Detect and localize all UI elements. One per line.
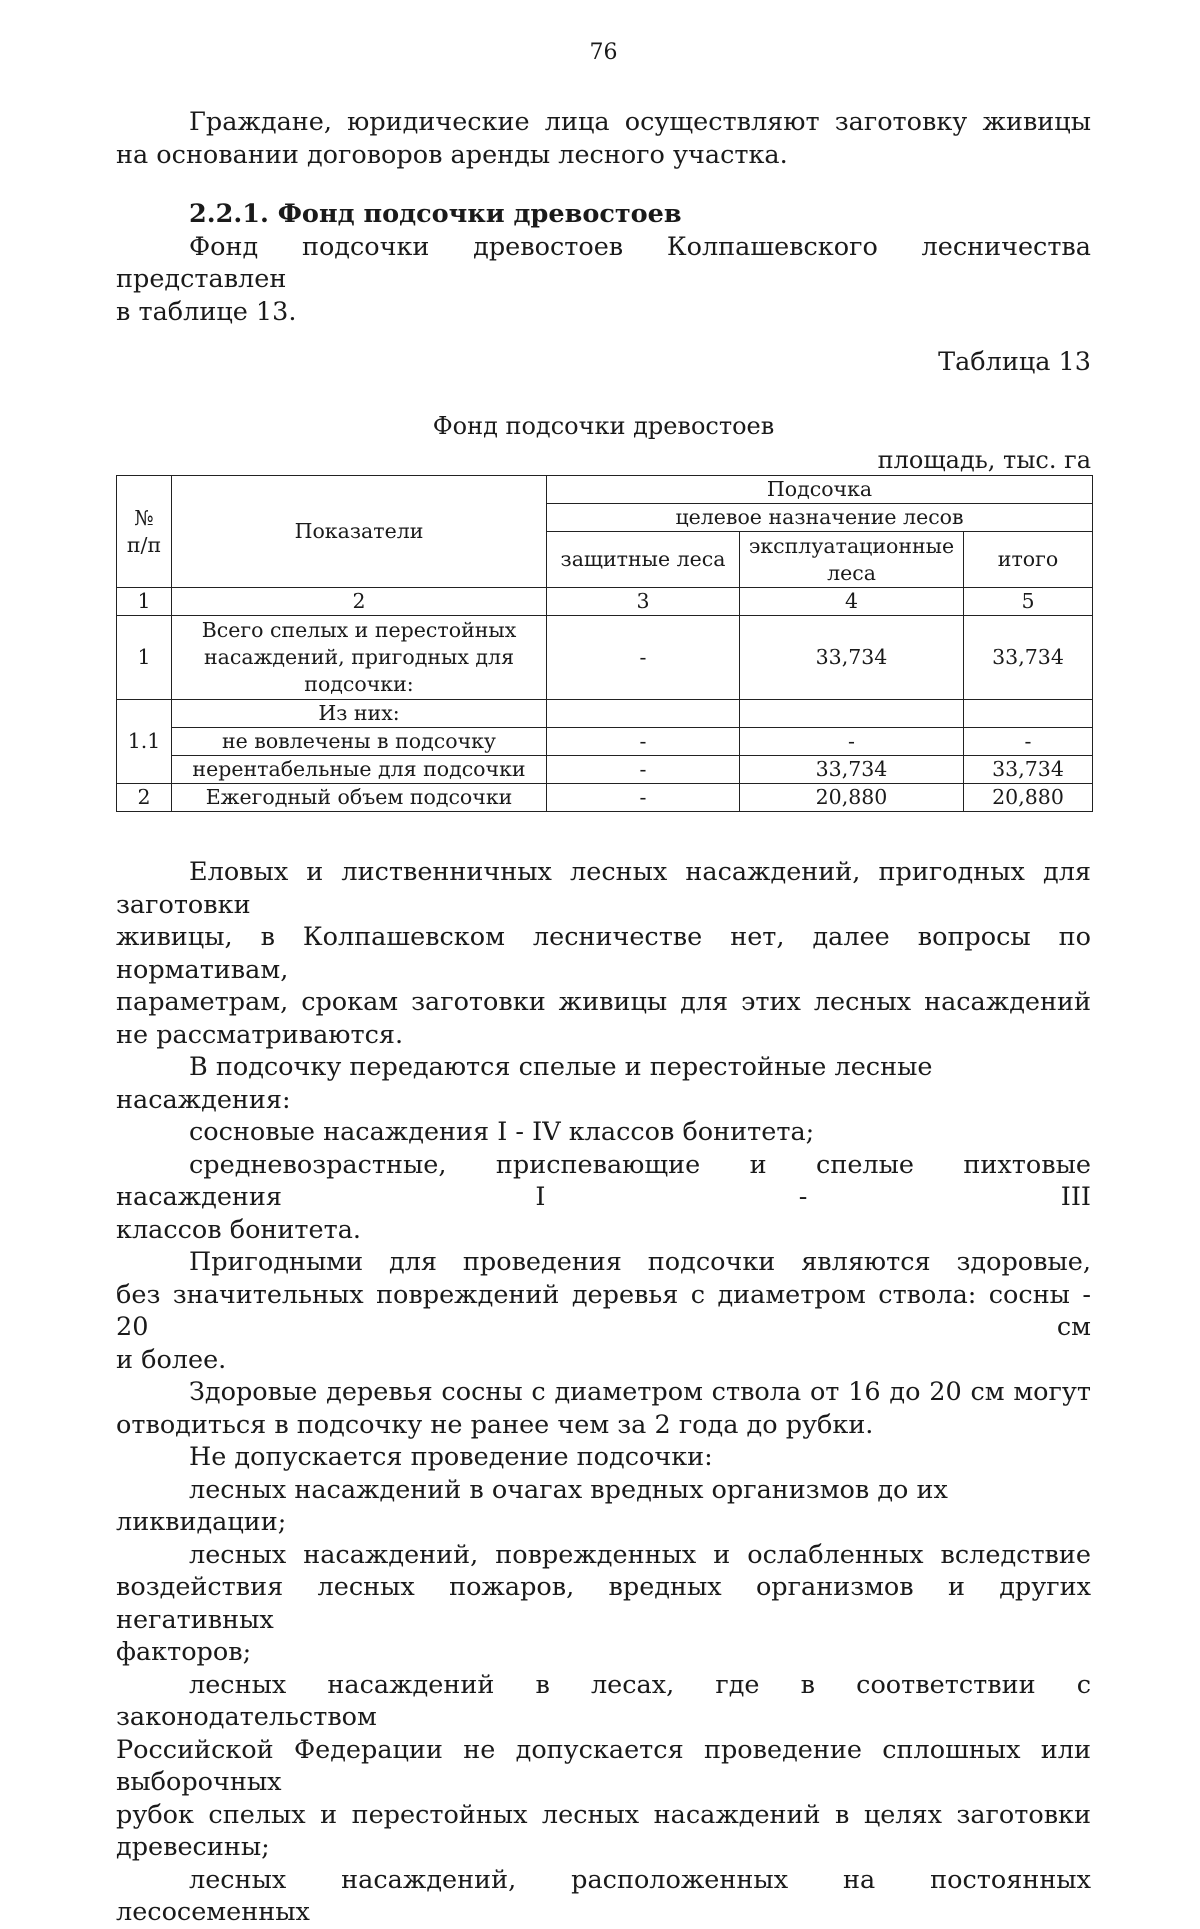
row-num: 2: [117, 784, 172, 812]
row-label: нерентабельные для подсочки: [172, 756, 547, 784]
paragraph: сосновые насаждения I - IV классов бонитета;: [189, 1117, 815, 1147]
paragraph: [116, 1376, 1091, 1441]
section: [116, 198, 1091, 328]
text-line: Российской Федерации не допускается проведение сплошных или выборочных: [116, 1734, 1091, 1797]
row-total: [964, 700, 1093, 728]
page-number: 76: [589, 40, 618, 65]
text-line: Фонд подсочки древостоев Колпашевского лесничества представлен: [116, 231, 1091, 294]
intro-paragraph: [116, 106, 1091, 171]
paragraph: [116, 1246, 1091, 1376]
text-line: Здоровые деревья сосны с диаметром ствола от 16 до 20 см могут: [189, 1377, 1091, 1407]
header-total: итого: [964, 532, 1093, 588]
table-row: [117, 784, 1093, 812]
header-tapping: Подсочка: [547, 476, 1093, 504]
text-line: лесных насаждений в лесах, где в соответствии с законодательством: [116, 1669, 1091, 1732]
row-exploitation: [740, 700, 964, 728]
header-exploitation: эксплуатационные леса: [740, 532, 964, 588]
row-total: -: [964, 728, 1093, 756]
text-line: и более.: [116, 1344, 227, 1375]
text-line: классов бонитета.: [116, 1214, 362, 1245]
paragraph: Не допускается проведение подсочки:: [189, 1442, 713, 1472]
table-unit: площадь, тыс. га: [877, 446, 1091, 474]
paragraph: лесных насаждений, расположенных на постоянных лесосеменных: [116, 1864, 1091, 1927]
row-total: 20,880: [964, 784, 1093, 812]
text-line: отводиться в подсочку не ранее чем за 2 года до рубки.: [116, 1409, 874, 1440]
text-line: параметрам, срокам заготовки живицы для этих лесных насаждений: [116, 987, 1091, 1017]
table-row: [117, 700, 1093, 728]
body-text: [116, 856, 1091, 1929]
table-header-row: [117, 476, 1093, 504]
row-exploitation: 20,880: [740, 784, 964, 812]
table-row: [117, 616, 1093, 700]
table-row: [117, 728, 1093, 756]
paragraph: [116, 856, 1091, 1051]
text-line: средневозрастные, приспевающие и спелые пихтовые насаждения I - III: [116, 1149, 1091, 1212]
text-line: рубок спелых и перестойных лесных насаждений в целях заготовки древесины;: [116, 1799, 1091, 1862]
table-title: Фонд подсочки древостоев: [432, 412, 775, 440]
section-heading: 2.2.1. Фонд подсочки древостоев: [189, 199, 682, 229]
column-number: 4: [740, 588, 964, 616]
text-line: Еловых и лиственничных лесных насаждений, пригодных для заготовки: [116, 857, 1091, 920]
column-number: 1: [117, 588, 172, 616]
text-line: факторов;: [116, 1637, 252, 1667]
row-protective: -: [547, 756, 740, 784]
text-line: без значительных повреждений деревья с диаметром ствола: сосны - 20 см: [116, 1279, 1091, 1342]
text-line: не рассматриваются.: [116, 1019, 404, 1050]
paragraph: [116, 1149, 1091, 1247]
row-total: 33,734: [964, 616, 1093, 700]
row-label: не вовлечены в подсочку: [172, 728, 547, 756]
text-line: Граждане, юридические лица осуществляют заготовку живицы: [189, 107, 1091, 137]
paragraph: лесных насаждений в очагах вредных организмов до их ликвидации;: [116, 1474, 948, 1537]
row-protective: -: [547, 728, 740, 756]
row-total: 33,734: [964, 756, 1093, 784]
row-protective: -: [547, 784, 740, 812]
paragraph: В подсочку передаются спелые и перестойные лесные насаждения:: [116, 1052, 933, 1115]
row-protective: [547, 700, 740, 728]
row-exploitation: -: [740, 728, 964, 756]
row-num: 1.1: [117, 700, 172, 784]
row-exploitation: 33,734: [740, 756, 964, 784]
text-line: живицы, в Колпашевском лесничестве нет, далее вопросы по нормативам,: [116, 922, 1091, 985]
row-exploitation: 33,734: [740, 616, 964, 700]
tapping-fund-table: [116, 475, 1093, 812]
header-purpose: целевое назначение лесов: [547, 504, 1093, 532]
table-row: [117, 756, 1093, 784]
text-line: лесных насаждений, поврежденных и ослабленных вследствие: [189, 1539, 1091, 1570]
column-number-row: [117, 588, 1093, 616]
row-label: Всего спелых и перестойных насаждений, пригодных для подсочки:: [172, 616, 547, 700]
text-line: в таблице 13.: [116, 296, 297, 327]
column-number: 3: [547, 588, 740, 616]
row-protective: -: [547, 616, 740, 700]
header-protective: защитные леса: [547, 532, 740, 588]
column-number: 5: [964, 588, 1093, 616]
paragraph: [116, 1539, 1091, 1669]
row-num: 1: [117, 616, 172, 700]
row-label: Из них:: [172, 700, 547, 728]
header-indicators: Показатели: [172, 476, 547, 588]
text-line: на основании договоров аренды лесного участка.: [116, 139, 788, 170]
table-label: Таблица 13: [938, 347, 1091, 377]
text-line: воздействия лесных пожаров, вредных организмов и других негативных: [116, 1572, 1091, 1635]
header-num: № п/п: [117, 476, 172, 588]
text-line: Пригодными для проведения подсочки являются здоровые,: [189, 1247, 1091, 1277]
column-number: 2: [172, 588, 547, 616]
row-label: Ежегодный объем подсочки: [172, 784, 547, 812]
